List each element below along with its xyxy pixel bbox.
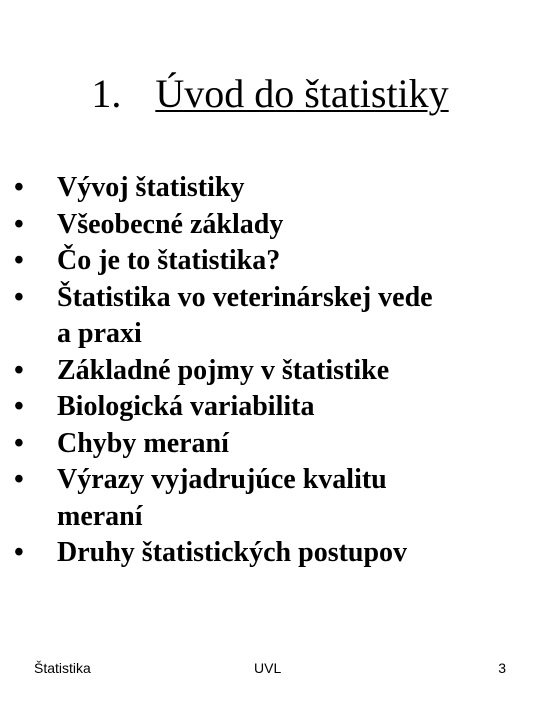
bullet-point-icon: • — [14, 354, 24, 386]
bullet-item — [0, 389, 540, 426]
bullet-item — [0, 535, 540, 572]
bullet-text: Vývoj štatistiky — [57, 172, 245, 203]
bullet-point-icon: • — [14, 427, 24, 459]
title-number: 1. — [91, 71, 122, 116]
footer-page-number: 3 — [498, 660, 506, 676]
bullet-text: Chyby meraní — [57, 427, 229, 459]
bullet-text: Všeobecné základy — [57, 208, 284, 240]
bullet-item — [0, 280, 540, 353]
bullet-item — [0, 353, 540, 390]
bullet-item — [0, 426, 540, 463]
bullet-point-icon: • — [14, 537, 24, 568]
bullet-list — [0, 170, 540, 572]
bullet-point-icon: • — [14, 391, 24, 422]
title-area — [0, 70, 540, 118]
bullet-text: Základné pojmy v štatistike — [57, 354, 390, 386]
slide-footer — [0, 658, 540, 678]
bullet-item — [0, 243, 540, 280]
bullet-text: Biologická variabilita — [57, 391, 315, 422]
bullet-text: Výrazy vyjadrujúce kvalitu — [57, 464, 387, 495]
bullet-item — [0, 462, 540, 535]
bullet-item — [0, 170, 540, 207]
bullet-text-continuation: a praxi — [57, 318, 142, 349]
bullet-point-icon: • — [14, 172, 24, 203]
bullet-point-icon: • — [14, 281, 24, 313]
bullet-text-continuation: meraní — [57, 500, 143, 532]
title-text: Úvod do štatistiky — [155, 71, 449, 116]
footer-institution: UVL — [254, 660, 282, 676]
bullet-point-icon: • — [14, 464, 24, 495]
bullet-point-icon: • — [14, 245, 24, 276]
bullet-item — [0, 207, 540, 244]
bullet-point-icon: • — [14, 208, 24, 240]
footer-course-name: Štatistika — [34, 660, 91, 676]
bullet-text: Čo je to štatistika? — [57, 245, 281, 276]
slide-title — [91, 70, 448, 118]
bullet-text: Štatistika vo veterinárskej vede — [57, 281, 433, 313]
bullet-text: Druhy štatistických postupov — [57, 537, 408, 568]
